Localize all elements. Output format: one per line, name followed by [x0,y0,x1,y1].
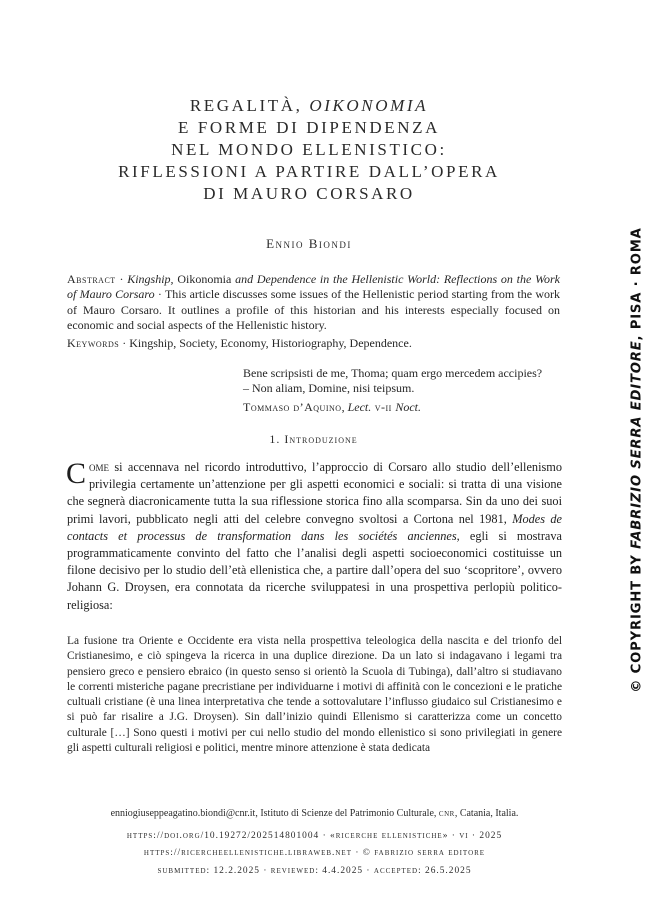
abstract-title: Kingship, [127,272,174,286]
article-title [70,95,548,205]
footnote-text: cnr [438,808,455,819]
title-line-2: E FORME DI DIPENDENZA [178,118,440,137]
paragraph-text: si accennava nel ricordo introduttivo, l’approccio di Corsaro allo studio dell’ellenismo privilegia certamente un’attenzione per gli aspetti economici e sociali: si tratta di una visione che segnerà diacronicamente tutta la sua riflessione storica fino alla scomparsa. Sin da uno dei suoi primi lavori, pubblicato negli atti del celebre convegno svoltosi a Cortona nel 1981, [67,460,562,526]
body-paragraph [67,459,562,614]
abstract-title: and Dependence in the Hellenistic World: Reflections on the Work of Mauro Corsaro [67,272,560,302]
epigraph-attribution [243,400,563,415]
epigraph-reference: v-ii [371,399,396,414]
copyright-text: © COPYRIGHT BY [629,548,645,693]
title-line-5: DI MAURO CORSARO [203,184,415,203]
epigraph-reference: Noct. [395,399,422,414]
copyright-notice [630,227,645,692]
title-line-1 [70,95,548,117]
separator: · [154,287,165,302]
epigraph-work: Lect. [347,399,372,414]
title-italic-text: OIKONOMIA [309,96,429,115]
author-affiliation-footnote [67,808,562,819]
epigraph-author: Tommaso d’Aquino [243,399,342,414]
separator: , [341,399,348,414]
abstract-title: Oikonomia [173,272,236,286]
author-name: Ennio Biondi [266,236,352,251]
section-heading: 1. Introduzione [269,432,358,446]
submission-dates: submitted: 12.2.2025 · reviewed: 4.4.2025 · accepted: 26.5.2025 [157,866,472,876]
epigraph [243,366,563,415]
drop-cap: C [66,457,87,490]
abstract [67,272,560,334]
abstract-label: Abstract [67,272,116,286]
keywords-text: · Kingship, Society, Economy, Historiography, Dependence. [119,336,412,350]
epigraph-line: Bene scripsisti de me, Thoma; quam ergo mercedem accipies? [243,366,543,380]
title-line-4: RIFLESSIONI A PARTIRE DALL’OPERA [118,162,500,181]
copyright-publisher: FABRIZIO SERRA EDITORE [629,340,645,549]
keywords-label: Keywords [67,336,120,350]
footnote-text: , Catania, Italia. [454,808,519,819]
title-line-3: NEL MONDO ELLENISTICO: [171,140,447,159]
doi-line: https://doi.org/10.19272/202514801004 · «ricerche ellenistiche» · vi · 2025 [126,831,503,841]
title-text: REGALITÀ, [189,96,310,115]
epigraph-line: – Non aliam, Domine, nisi teipsum. [243,381,415,396]
website-line: https://ricercheellenistiche.libraweb.net · © fabrizio serra editore [143,848,486,858]
small-caps-text: ome [89,460,110,474]
copyright-text: , PISA · ROMA [629,227,645,341]
keywords [67,336,560,351]
footnote-text: enniogiuseppeagatino.biondi@cnr.it, Istituto di Scienze del Patrimonio Culturale, [110,808,439,819]
block-quote: La fusione tra Oriente e Occidente era vista nella prospettiva teleologica della nascita e del trionfo del Cristianesimo, e ciò spingeva la ricerca in una duplice direzione. Da un lato si indagavano i legami tra pensiero greco e pensiero ebraico (in questo senso si orientò la Scuola di Tubinga), dall’altro si studiavano le correnti misteriche pagane precristiane per individuarne i motivi di affinità con le concezioni e le pratiche cultuali cristiane (è una linea interpretativa che tende a sottovalutare l’influsso giudaico sul Cristianesimo e si può far risalire a J.G. Droysen). Sin dall’inizio quindi Ellenismo si caratterizza come un concetto culturale […] Sono questi i motivi per cui nello studio del mondo ellenistico si sono privilegiati in genere gli aspetti culturali religiosi e politici, mentre minore attenzione è stata dedicata [67,635,562,755]
paragraph-text: egli si mostrava programmaticamente convinto del fatto che l’analisi degli aspetti socioeconomici costituisse un filone decisivo per lo studio dell’età ellenistica che, a partire dall’opera del suo ‘scopritore’, ovvero Johann G. Droysen, era connotata da ricerche sviluppatesi in una prospettiva perlopiù politico-religiosa: [67,528,562,612]
italic-title: Modes de contacts et processus de transformation dans les sociétés anciennes, [67,511,562,543]
separator: · [115,272,128,286]
abstract-text: This article discusses some issues of the Hellenistic period starting from the work of Mauro Corsaro. It outlines a profile of this historian and his interests especially focused on economic and social aspects of the Hellenistic history. [67,287,561,333]
